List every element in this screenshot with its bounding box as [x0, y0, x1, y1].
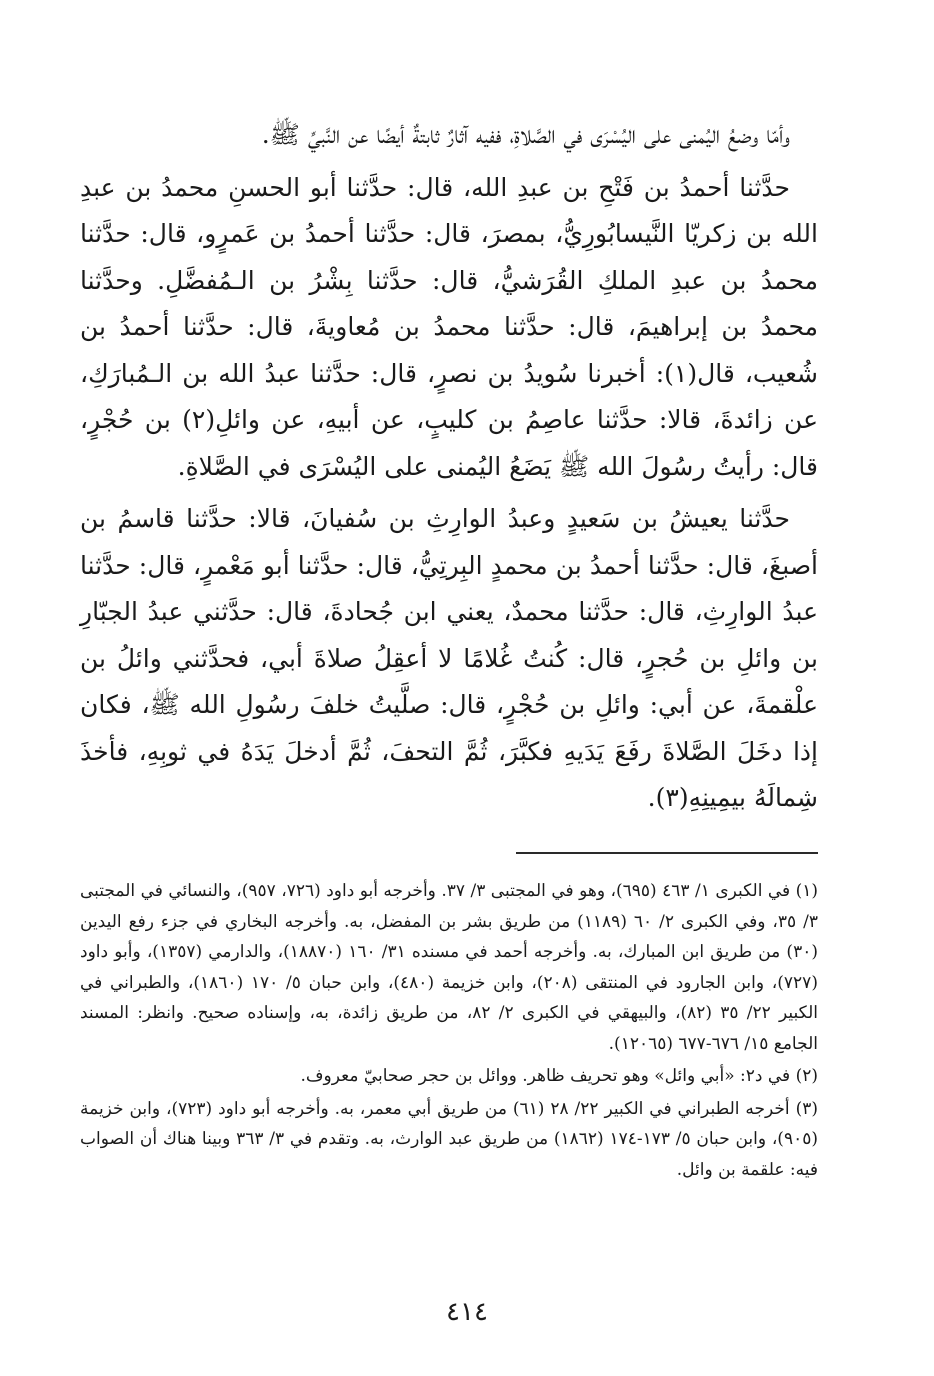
footnote-separator — [516, 852, 818, 854]
paragraph-intro: وأمّا وضعُ اليُمنى على اليُسْرَى في الصَّلاةِ، ففيه آثارٌ ثابتةٌ أيضًا عن النَّبيِّ ﷺ. — [261, 120, 790, 149]
page-number: ٤١٤ — [446, 1297, 488, 1327]
main-text — [80, 112, 818, 822]
footnotes — [80, 876, 818, 1185]
paragraph-hadith-2: حدَّثنا يعيشُ بن سَعيدٍ وعبدُ الوارِثِ بن سُفيانَ، قالا: حدَّثنا قاسمُ بن أصبغَ، قال: حدَّثنا أحمدُ بن محمدٍ البِرتِيُّ، قال: حدَّثنا أبو مَعْمرٍ، قال: حدَّثنا عبدُ الوارِثِ، قال: حدَّثنا محمدٌ، يعني ابن جُحادةَ، قال: حدَّثني عبدُ الجبّارِ بن وائلِ بن حُجرٍ، قال: كُنتُ غُلامًا لا أعقِلُ صلاةَ أبي، فحدَّثني وائلُ بن علْقمةَ، عن أبي: وائلِ بن حُجْرٍ، قال: صلَّيتُ خلفَ رسُولِ الله ﷺ، فكان إذا دخَلَ الصَّلاةَ رفَعَ يَدَيهِ فكبَّرَ، ثُمَّ التحفَ، ثُمَّ أدخلَ يَدَهُ في ثوبِهِ، فأخذَ شِمالَهُ بيمِينِهِ(٣). — [80, 504, 819, 812]
paragraph-hadith-1: حدَّثنا أحمدُ بن فَتْحِ بن عبدِ الله، قال: حدَّثنا أبو الحسنِ محمدُ بن عبدِ الله بن زكريّا النَّيسابُورِيُّ، بمصرَ، قال: حدَّثنا أحمدُ بن عَمرٍو، قال: حدَّثنا محمدُ بن عبدِ الملكِ القُرَشيُّ، قال: حدَّثنا بِشْرُ بن الـمُفضَّلِ. وحدَّثنا محمدُ بن إبراهيمَ، قال: حدَّثنا محمدُ بن مُعاويةَ، قال: حدَّثنا أحمدُ بن شُعيب، قال(١): أخبرنا سُويدُ بن نصرٍ، قال: حدَّثنا عبدُ الله بن الـمُبارَكِ، عن زائدةَ، قالا: حدَّثنا عاصِمُ بن كليبٍ، عن أبيهِ، عن وائلِ(٢) بن حُجْرٍ، قال: رأيتُ رسُولَ الله ﷺ يَضَعُ اليُمنى على اليُسْرَى في الصَّلاةِ. — [80, 172, 818, 481]
footnote-2: (٢) في د٢: «أبي وائل» وهو تحريف ظاهر. ووائل بن حجر صحابيّ معروف. — [300, 1066, 818, 1086]
footnote-3: (٣) أخرجه الطبراني في الكبير ٢٢/ ٢٨ (٦١) من طريق أبي معمر، به. وأخرجه أبو داود (٧٢٣)، وابن خزيمة (٩٠٥)، وابن حبان ٥/ ١٧٣-١٧٤ (١٨٦٢) من طريق عبد الوارث، به. وتقدم في ٣/ ٣٦٣ وبينا هناك أن الصواب فيه: علقمة بن وائل. — [80, 1098, 818, 1180]
footnote-1: (١) في الكبرى ١/ ٤٦٣ (٦٩٥)، وهو في المجتبى ٣/ ٣٧. وأخرجه أبو داود (٧٢٦، ٩٥٧)، والنسائي في المجتبى ٣/ ٣٥، وفي الكبرى ٢/ ٦٠ (١١٨٩) من طريق بشر بن المفضل، به. وأخرجه البخاري في جزء رفع اليدين (٣٠) من طريق ابن المبارك، به. وأخرجه أحمد في مسنده ٣١/ ١٦٠ (١٨٨٧٠)، والدارمي (١٣٥٧)، وأبو داود (٧٢٧)، وابن الجارود في المنتقى (٢٠٨)، وابن خزيمة (٤٨٠)، وابن حبان ٥/ ١٧٠ (١٨٦٠)، والطبراني في الكبير ٢٢/ ٣٥ (٨٢)، والبيهقي في الكبرى ٢/ ٨٢، من طريق زائدة، به، وإسناده صحيح. وانظر: المسند الجامع ١٥/ ٦٧٦-٦٧٧ (١٢٠٦٥). — [80, 881, 819, 1054]
